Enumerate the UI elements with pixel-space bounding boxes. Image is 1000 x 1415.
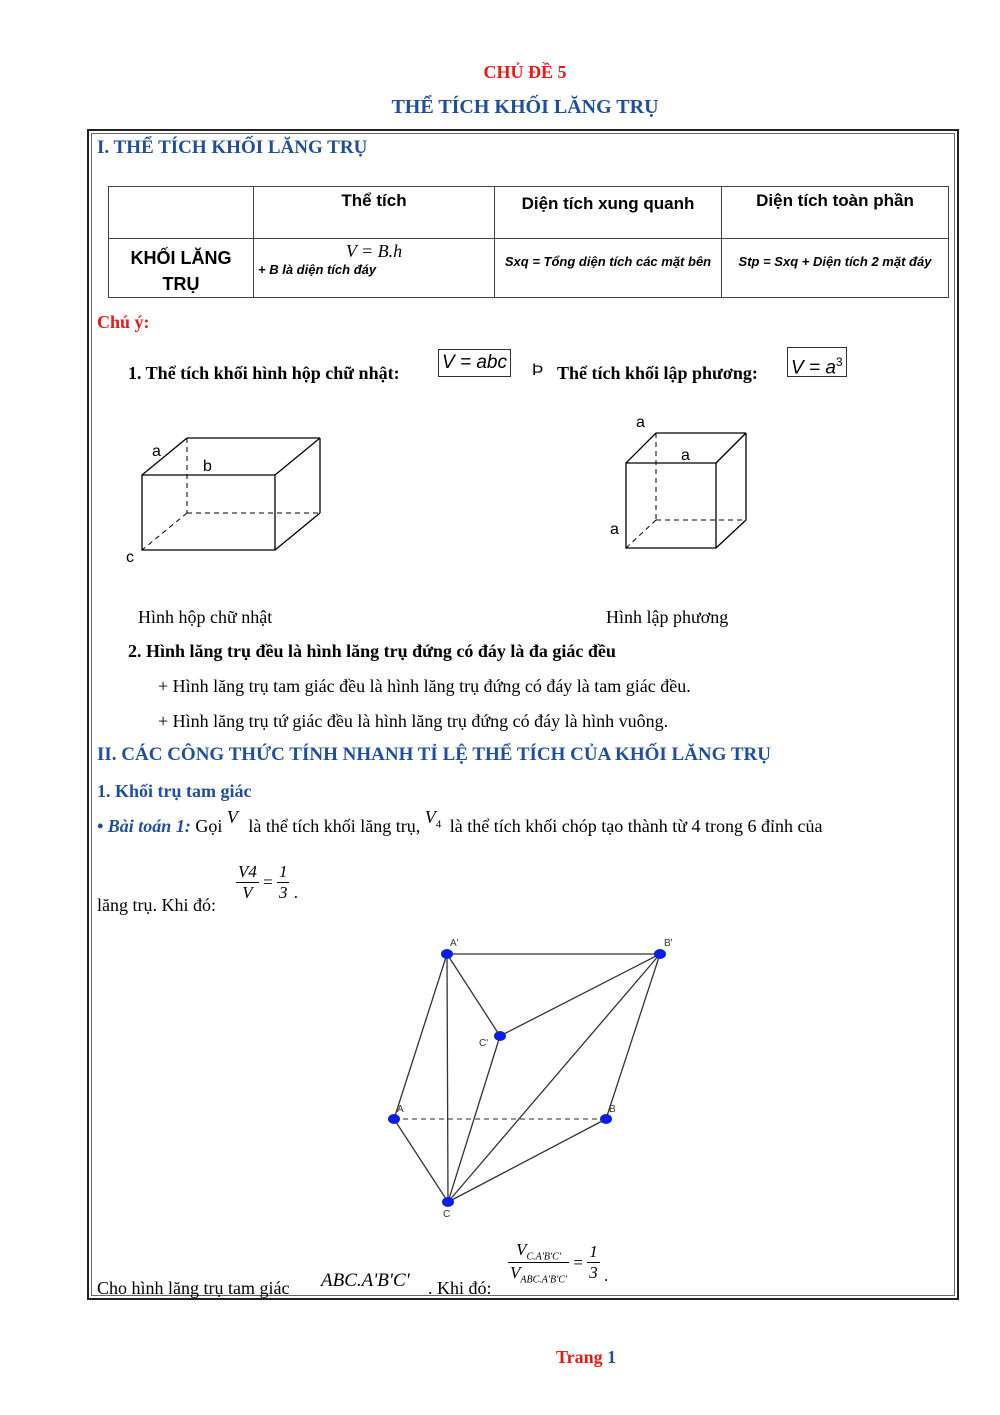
label-a: A (397, 1104, 404, 1115)
page-label: Trang (556, 1347, 603, 1367)
point-b-prime (654, 949, 666, 959)
table-header-stp: Diện tích toàn phần (722, 187, 949, 239)
section2-heading: II. CÁC CÔNG THỨC TÍNH NHANH TỈ LỆ THỂ TÍCH CỦA KHỐI LĂNG TRỤ (97, 744, 771, 765)
problem-var-v4: $V_4$ (424, 807, 442, 831)
page-number: 1 (607, 1347, 617, 1367)
label-b: B (609, 1104, 616, 1115)
point-c-prime (494, 1031, 506, 1041)
problem-bullet: • Bài toán 1: (97, 816, 191, 836)
implies-symbol: Þ (532, 360, 544, 379)
sxq-formula: Sxq = Tổng diện tích các mặt bên (495, 239, 722, 298)
prism-table (108, 186, 949, 298)
table-row-label: KHỐI LĂNG TRỤ (109, 239, 254, 298)
topic-label: CHỦ ĐỀ 5 (483, 62, 567, 82)
problem-var-v: V (226, 807, 238, 827)
point-c (442, 1197, 454, 1207)
point-a (388, 1114, 400, 1124)
page-title: THỂ TÍCH KHỐI LĂNG TRỤ (391, 96, 659, 118)
problem-text-c: là thể tích khối chóp tạo thành từ 4 trong 6 đỉnh của (449, 816, 823, 836)
box-label-a: a (152, 443, 161, 460)
problem-text-d: lăng trụ. Khi đó: (97, 895, 216, 915)
box-volume-formula: V = abc (438, 349, 511, 377)
cube-volume-formula: $V = a^3$ (787, 347, 847, 377)
conclusion-prism-name: ABC.A'B'C' (321, 1270, 410, 1291)
volume-formula: V = B.h (345, 241, 403, 261)
note-item2: 2. Hình lăng trụ đều là hình lăng trụ đứng có đáy là đa giác đều (128, 641, 616, 661)
label-c-prime: C' (479, 1038, 489, 1049)
triangular-prism-diagram (380, 932, 680, 1222)
section2-sub1: 1. Khối trụ tam giác (97, 781, 252, 801)
caption-cube: Hình lập phương (606, 607, 729, 627)
volume-note: + B là diện tích đáy (258, 262, 377, 277)
note-label: Chú ý: (97, 312, 150, 332)
rectangular-box-diagram (120, 430, 330, 570)
caption-box: Hình hộp chữ nhật (138, 607, 273, 627)
note-item2-a: + Hình lăng trụ tam giác đều là hình lăng trụ đứng có đáy là tam giác đều. (158, 676, 691, 696)
table-header-sxq: Diện tích xung quanh (495, 187, 722, 239)
cube-diagram (600, 405, 760, 555)
cube-label-top: a (636, 414, 645, 431)
note-item1: 1. Thể tích khối hình hộp chữ nhật: (128, 363, 400, 383)
table-header-volume: Thể tích (254, 187, 495, 239)
section1-heading: I. THỂ TÍCH KHỐI LĂNG TRỤ (97, 137, 368, 158)
note-item1-cube: Thể tích khối lập phương: (557, 363, 758, 383)
box-label-b: b (203, 458, 212, 475)
table-header-empty (109, 187, 254, 239)
point-a-prime (441, 949, 453, 959)
problem-line (97, 807, 957, 840)
fraction-2: $\frac{V_{C.A'B'C'}}{V_{ABC.A'B'C'}}$ = $\frac{1}{3}$ . (510, 1240, 609, 1286)
label-b-prime: B' (664, 938, 673, 949)
cube-label-left: a (610, 521, 619, 538)
box-label-c: c (126, 549, 134, 566)
stp-formula: Stp = Sxq + Diện tích 2 mặt đáy (722, 239, 949, 298)
page-footer (556, 1347, 616, 1368)
label-c: C (443, 1209, 451, 1220)
fraction-1: $\frac{V4}{V}$ = $\frac{1}{3}$ . (238, 862, 298, 902)
conclusion-text-a: Cho hình lăng trụ tam giác (97, 1278, 290, 1298)
problem-text-a: Gọi (195, 816, 223, 836)
conclusion-text-b: . Khi đó: (428, 1278, 492, 1298)
cube-label-mid: a (681, 447, 690, 464)
note-item2-b: + Hình lăng trụ tứ giác đều là hình lăng trụ đứng có đáy là hình vuông. (158, 711, 669, 731)
problem-text-b: là thể tích khối lăng trụ, (248, 816, 421, 836)
point-b (600, 1114, 612, 1124)
label-a-prime: A' (450, 938, 459, 949)
